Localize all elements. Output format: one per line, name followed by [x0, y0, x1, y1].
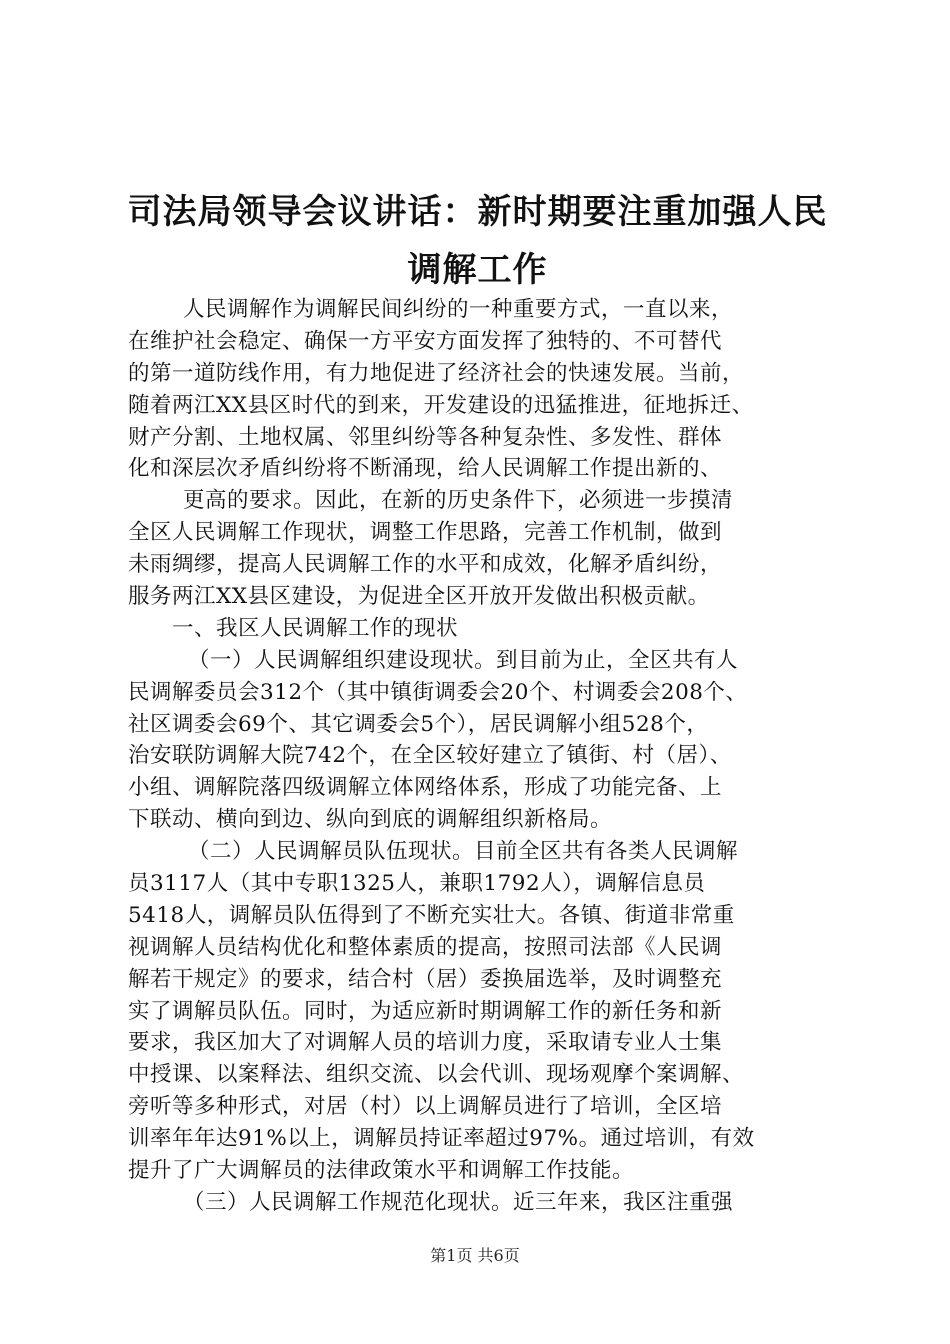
paragraph-line: 全区人民调解工作现状，调整工作思路，完善工作机制，做到 [128, 520, 723, 546]
paragraph-line: 要求，我区加大了对调解人员的培训力度，采取请专业人士集 [128, 1030, 723, 1056]
paragraph-line: 实了调解员队伍。同时，为适应新时期调解工作的新任务和新 [128, 998, 723, 1024]
paragraph-line: 旁听等多种形式，对居（村）以上调解员进行了培训，全区培 [128, 1094, 723, 1120]
paragraph-line: 解若干规定》的要求，结合村（居）委换届选举，及时调整充 [128, 966, 723, 992]
paragraph-line: 5418人，调解员队伍得到了不断充实壮大。各镇、街道非常重 [128, 902, 735, 928]
paragraph-line: 中授课、以案释法、组织交流、以会代训、现场观摩个案调解、 [128, 1062, 745, 1088]
paragraph-line: 社区调委会69个、其它调委会5个），居民调解小组528个， [128, 711, 709, 737]
paragraph-line: 更高的要求。因此，在新的历史条件下，必须进一步摸清 [183, 488, 734, 514]
paragraph-line: 人民调解作为调解民间纠纷的一种重要方式，一直以来， [183, 297, 734, 322]
title-line-1: 司法局领导会议讲话：新时期要注重加强人民 [127, 192, 828, 232]
paragraph-line: （二）人民调解员队伍现状。目前全区共有各类人民调解 [188, 839, 739, 865]
paragraph-line: 民调解委员会312个（其中镇街调委会20个、村调委会208个、 [128, 679, 748, 705]
page-footer: 第1页 共6页 [430, 1246, 520, 1265]
paragraph-line: 随着两江XX县区时代的到来，开发建设的迅猛推进，征地拆迁、 [128, 392, 754, 418]
paragraph-line: 小组、调解院落四级调解立体网络体系，形成了功能完备、上 [128, 775, 723, 801]
paragraph-line: 的第一道防线作用，有力地促进了经济社会的快速发展。当前， [128, 360, 745, 386]
paragraph-line: 服务两江XX县区建设，为促进全区开放开发做出积极贡献。 [128, 584, 710, 610]
paragraph-line: 治安联防调解大院742个，在全区较好建立了镇街、村（居）、 [128, 743, 732, 769]
title-line-2: 调解工作 [407, 250, 548, 290]
paragraph-line: 提升了广大调解员的法律政策水平和调解工作技能。 [128, 1158, 635, 1184]
paragraph-line: 下联动、横向到边、纵向到底的调解组织新格局。 [128, 807, 613, 833]
document-title [120, 186, 835, 296]
paragraph-line: 员3117人（其中专职1325人，兼职1792人），调解信息员 [128, 871, 706, 897]
document-body [128, 294, 840, 1219]
paragraph-line: 训率年年达91%以上，调解员持证率超过97%。通过培训，有效 [128, 1126, 755, 1152]
paragraph-line: 化和深层次矛盾纠纷将不断涌现，给人民调解工作提出新的、 [128, 456, 723, 482]
paragraph-line: （三）人民调解工作规范化现状。近三年来，我区注重强 [183, 1189, 734, 1215]
paragraph-line: 视调解人员结构优化和整体素质的提高，按照司法部《人民调 [128, 934, 723, 960]
section-heading: 一、我区人民调解工作的现状 [172, 615, 459, 641]
paragraph-line: 在维护社会稳定、确保一方平安方面发挥了独特的、不可替代 [128, 328, 723, 354]
paragraph-line: 财产分割、土地权属、邻里纠纷等各种复杂性、多发性、群体 [128, 424, 723, 450]
paragraph-line: （一）人民调解组织建设现状。到目前为止，全区共有人 [188, 647, 739, 673]
paragraph-line: 未雨绸缪，提高人民调解工作的水平和成效，化解矛盾纠纷， [128, 552, 723, 578]
